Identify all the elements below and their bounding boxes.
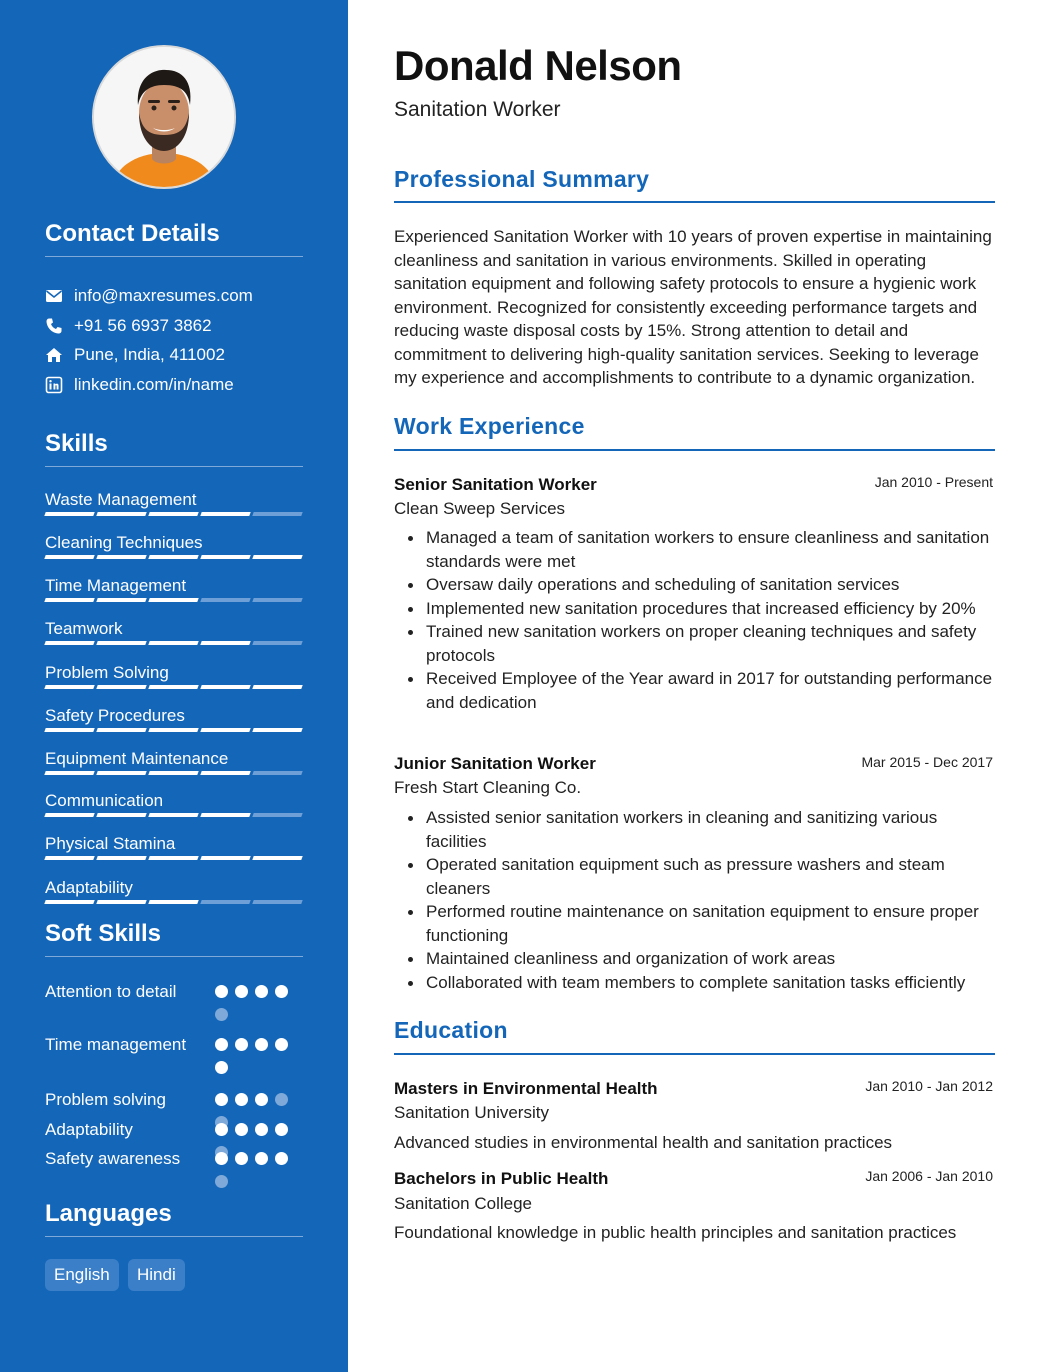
divider (394, 1053, 995, 1055)
skill-name: Waste Management (45, 490, 197, 509)
rating-dot (215, 1008, 228, 1021)
skill-level-segment (252, 728, 302, 732)
contact-address (45, 344, 225, 366)
soft-skill-name: Attention to detail (45, 982, 177, 1001)
rating-dot (255, 1123, 268, 1136)
skill-level-segment (148, 771, 198, 775)
divider (45, 1236, 303, 1237)
skill-level-segment (96, 641, 146, 645)
divider (394, 201, 995, 203)
skill-level-segment (44, 900, 94, 904)
skill-level-bar (45, 598, 303, 602)
skill-level-segment (252, 771, 302, 775)
languages-heading: Languages (45, 1200, 172, 1227)
skill-item (45, 576, 303, 596)
soft-skill-rating (215, 1147, 295, 1191)
rating-dot (255, 1093, 268, 1106)
skill-level-segment (148, 598, 198, 602)
rating-dot (215, 1123, 228, 1136)
skill-level-segment (96, 856, 146, 860)
education-description: Advanced studies in environmental health and sanitation practices (394, 1133, 893, 1152)
degree-title: Masters in Environmental Health (394, 1079, 658, 1098)
rating-dot (235, 1038, 248, 1051)
contact-email-text: info@maxresumes.com (74, 286, 253, 305)
candidate-name: Donald Nelson (394, 42, 682, 89)
skill-name: Adaptability (45, 878, 133, 897)
email-icon (45, 287, 63, 305)
contact-details-heading: Contact Details (45, 220, 220, 247)
rating-dot (235, 1093, 248, 1106)
linkedin-icon (45, 376, 63, 394)
rating-dot (235, 1123, 248, 1136)
rating-dot (215, 1061, 228, 1074)
skill-level-segment (148, 685, 198, 689)
job-dates: Mar 2015 - Dec 2017 (861, 754, 993, 770)
divider (45, 256, 303, 257)
skill-level-segment (200, 856, 250, 860)
skill-name: Equipment Maintenance (45, 749, 229, 768)
skill-level-segment (200, 641, 250, 645)
language-badge: Hindi (128, 1259, 185, 1291)
skill-level-bar (45, 685, 303, 689)
skill-level-segment (44, 685, 94, 689)
skill-level-segment (44, 813, 94, 817)
divider (394, 449, 995, 451)
skill-item (45, 619, 303, 639)
skill-level-segment (200, 771, 250, 775)
skill-level-segment (96, 555, 146, 559)
list-item: Implemented new sanitation procedures that increased efficiency by 20% (426, 597, 994, 621)
skill-level-segment (252, 641, 302, 645)
list-item: Performed routine maintenance on sanitation equipment to ensure proper functioning (426, 900, 994, 947)
skill-name: Time Management (45, 576, 187, 595)
skill-name: Communication (45, 791, 164, 810)
skill-level-segment (44, 641, 94, 645)
rating-dot (275, 1093, 288, 1106)
rating-dot (215, 985, 228, 998)
rating-dot (255, 1038, 268, 1051)
skill-level-bar (45, 641, 303, 645)
skill-level-segment (96, 598, 146, 602)
skill-level-segment (200, 900, 250, 904)
phone-icon (45, 317, 63, 335)
rating-dot (235, 1152, 248, 1165)
job-title: Junior Sanitation Worker (394, 754, 596, 773)
soft-skill-rating (215, 1033, 295, 1077)
soft-skill-name: Adaptability (45, 1120, 133, 1139)
skill-level-segment (44, 555, 94, 559)
skill-name: Physical Stamina (45, 834, 176, 853)
skill-level-bar (45, 512, 303, 516)
soft-skill-name: Problem solving (45, 1090, 166, 1109)
rating-dot (275, 985, 288, 998)
language-badge: English (45, 1259, 119, 1291)
education-heading: Education (394, 1017, 508, 1043)
skill-level-segment (96, 900, 146, 904)
skill-level-segment (200, 813, 250, 817)
skill-level-segment (148, 641, 198, 645)
contact-phone[interactable] (45, 315, 212, 337)
skill-item (45, 706, 303, 726)
skill-item (45, 834, 303, 854)
skill-level-bar (45, 900, 303, 904)
skill-name: Safety Procedures (45, 706, 185, 725)
divider (45, 956, 303, 957)
soft-skill-name: Time management (45, 1035, 187, 1054)
skill-level-segment (148, 856, 198, 860)
skill-level-segment (44, 771, 94, 775)
skill-level-segment (252, 900, 302, 904)
home-icon (45, 346, 63, 364)
education-description: Foundational knowledge in public health principles and sanitation practices (394, 1223, 957, 1242)
skill-level-segment (96, 813, 146, 817)
rating-dot (215, 1152, 228, 1165)
skill-level-bar (45, 555, 303, 559)
rating-dot (255, 985, 268, 998)
skill-level-segment (96, 685, 146, 689)
job-bullets (394, 526, 994, 714)
rating-dot (215, 1093, 228, 1106)
skill-item (45, 878, 303, 898)
skill-level-segment (252, 685, 302, 689)
skill-level-segment (96, 728, 146, 732)
rating-dot (235, 985, 248, 998)
skill-level-segment (44, 598, 94, 602)
contact-linkedin-text: linkedin.com/in/name (74, 375, 234, 394)
soft-skill-name: Safety awareness (45, 1149, 181, 1168)
skill-level-segment (148, 900, 198, 904)
skill-level-segment (252, 813, 302, 817)
rating-dot (215, 1175, 228, 1188)
job-company: Fresh Start Cleaning Co. (394, 778, 582, 797)
list-item: Assisted senior sanitation workers in cleaning and sanitizing various facilities (426, 806, 994, 853)
skill-level-bar (45, 856, 303, 860)
work-experience-heading: Work Experience (394, 413, 585, 439)
education-dates: Jan 2010 - Jan 2012 (865, 1078, 993, 1094)
skill-item (45, 749, 303, 769)
skill-level-segment (200, 555, 250, 559)
skill-level-segment (200, 598, 250, 602)
skill-level-segment (44, 856, 94, 860)
list-item: Trained new sanitation workers on proper cleaning techniques and safety protocols (426, 620, 994, 667)
skill-level-segment (252, 856, 302, 860)
summary-text: Experienced Sanitation Worker with 10 years of proven expertise in maintaining cleanliness and sanitation in various environments. Skilled in operating sanitation equipment and following safety protocols to ensure a hygienic work environment. Recognized for consistently exceeding performance targets and reducing waste disposal costs by 15%. Strong attention to detail and commitment to delivering high-quality sanitation services. Seeking to leverage my experience and accomplishments to contribute to a dynamic organization. (394, 227, 992, 387)
skill-level-segment (96, 771, 146, 775)
soft-skill-item (45, 1118, 303, 1142)
contact-address-text: Pune, India, 411002 (74, 345, 225, 364)
contact-phone-text: +91 56 6937 3862 (74, 316, 212, 335)
skill-name: Problem Solving (45, 663, 169, 682)
soft-skill-item (45, 980, 303, 1004)
soft-skill-rating (215, 980, 295, 1024)
skill-level-segment (148, 512, 198, 516)
skill-level-segment (252, 512, 302, 516)
skill-level-segment (200, 512, 250, 516)
skill-level-bar (45, 728, 303, 732)
degree-title: Bachelors in Public Health (394, 1169, 609, 1188)
list-item: Received Employee of the Year award in 2017 for outstanding performance and dedication (426, 667, 994, 714)
skill-level-segment (148, 555, 198, 559)
skill-level-segment (200, 685, 250, 689)
contact-linkedin[interactable] (45, 374, 234, 396)
skill-level-segment (252, 555, 302, 559)
skill-item (45, 791, 303, 811)
skill-item (45, 490, 303, 510)
soft-skill-item (45, 1088, 303, 1112)
list-item: Oversaw daily operations and scheduling of sanitation services (426, 573, 994, 597)
skill-name: Cleaning Techniques (45, 533, 203, 552)
candidate-role: Sanitation Worker (394, 98, 561, 121)
rating-dot (275, 1123, 288, 1136)
job-dates: Jan 2010 - Present (874, 474, 993, 490)
job-bullets (394, 806, 994, 994)
contact-email[interactable] (45, 285, 253, 307)
soft-skill-item (45, 1147, 303, 1171)
rating-dot (215, 1038, 228, 1051)
profile-photo (94, 47, 234, 187)
professional-summary-heading: Professional Summary (394, 166, 650, 192)
job-company: Clean Sweep Services (394, 499, 566, 518)
skill-level-segment (252, 598, 302, 602)
skill-name: Teamwork (45, 619, 123, 638)
skill-level-segment (96, 512, 146, 516)
soft-skill-item (45, 1033, 303, 1057)
skill-level-segment (44, 728, 94, 732)
list-item: Managed a team of sanitation workers to ensure cleanliness and sanitation standards were met (426, 526, 994, 573)
sidebar (0, 0, 348, 1372)
skill-item (45, 663, 303, 683)
rating-dot (275, 1152, 288, 1165)
skills-heading: Skills (45, 430, 108, 457)
skill-item (45, 533, 303, 553)
skill-level-bar (45, 771, 303, 775)
list-item: Collaborated with team members to complete sanitation tasks efficiently (426, 971, 994, 995)
skill-level-segment (200, 728, 250, 732)
education-dates: Jan 2006 - Jan 2010 (865, 1168, 993, 1184)
avatar (92, 45, 236, 189)
school-name: Sanitation College (394, 1194, 532, 1213)
skill-level-bar (45, 813, 303, 817)
soft-skills-heading: Soft Skills (45, 920, 162, 947)
rating-dot (275, 1038, 288, 1051)
rating-dot (255, 1152, 268, 1165)
list-item: Operated sanitation equipment such as pressure washers and steam cleaners (426, 853, 994, 900)
school-name: Sanitation University (394, 1103, 549, 1122)
job-title: Senior Sanitation Worker (394, 475, 597, 494)
divider (45, 466, 303, 467)
list-item: Maintained cleanliness and organization of work areas (426, 947, 994, 971)
skill-level-segment (148, 728, 198, 732)
skill-level-segment (148, 813, 198, 817)
skill-level-segment (44, 512, 94, 516)
